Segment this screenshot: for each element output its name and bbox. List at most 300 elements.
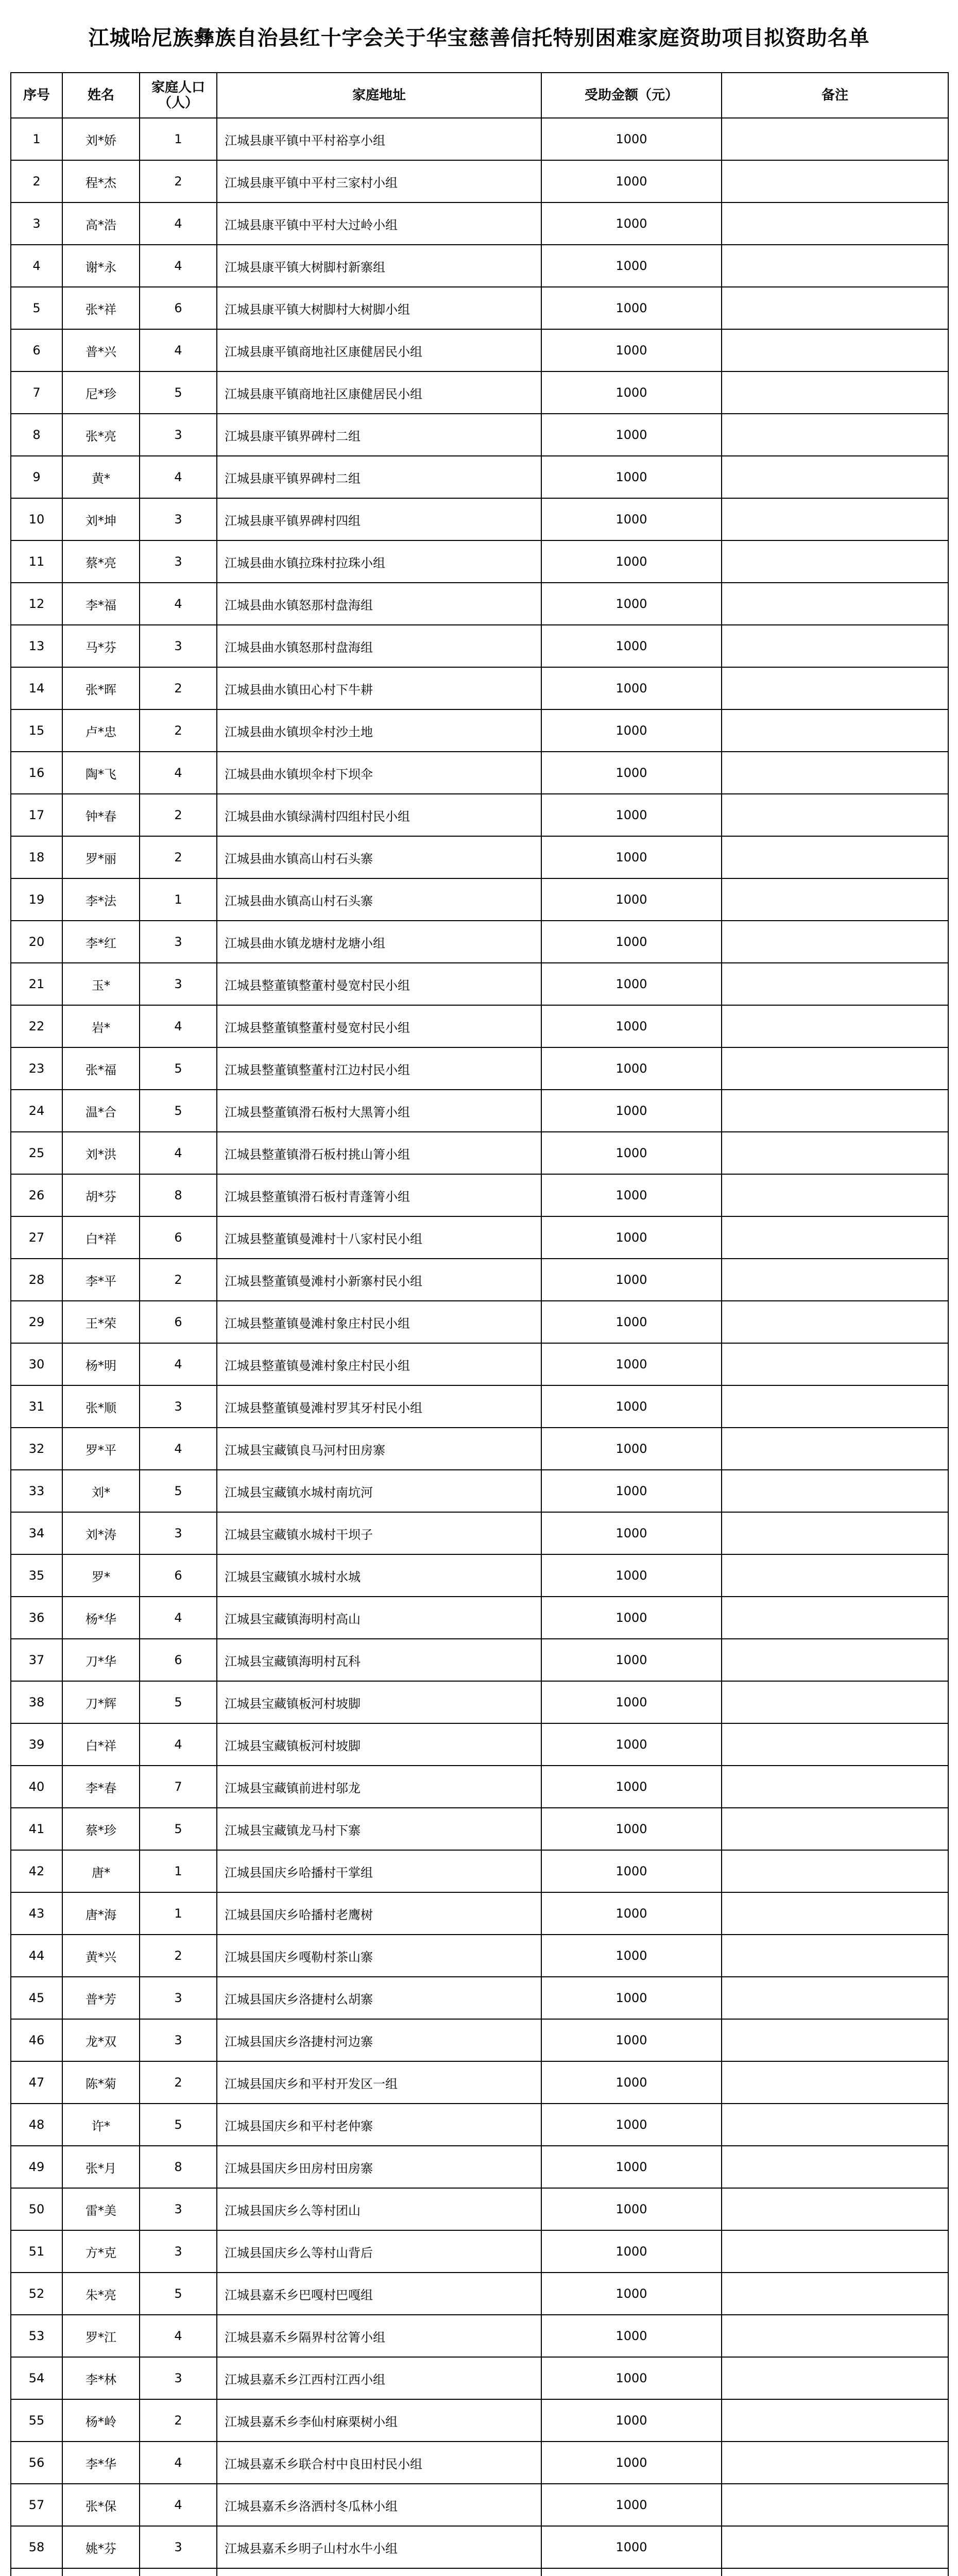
cell-remark bbox=[722, 1174, 948, 1216]
cell-index: 34 bbox=[11, 1512, 62, 1554]
cell-address: 江城县宝藏镇水城村干坝子 bbox=[217, 1512, 541, 1554]
cell-amount: 1000 bbox=[541, 1047, 722, 1090]
cell-name: 龙*双 bbox=[62, 2019, 140, 2061]
cell-index: 58 bbox=[11, 2526, 62, 2568]
cell-index: 37 bbox=[11, 1639, 62, 1681]
cell-index: 43 bbox=[11, 1892, 62, 1935]
cell-family-size: 5 bbox=[140, 2104, 217, 2146]
table-row bbox=[11, 245, 948, 287]
cell-name: 刘* bbox=[62, 1470, 140, 1512]
cell-name: 白*祥 bbox=[62, 1216, 140, 1259]
cell-index: 38 bbox=[11, 1681, 62, 1723]
header-amount: 受助金额（元） bbox=[541, 73, 722, 118]
cell-remark bbox=[722, 1639, 948, 1681]
cell-address: 江城县整董镇曼滩村十八家村民小组 bbox=[217, 1216, 541, 1259]
cell-index: 47 bbox=[11, 2061, 62, 2104]
cell-address: 江城县康平镇界碑村二组 bbox=[217, 414, 541, 456]
cell-name: 雷*美 bbox=[62, 2188, 140, 2230]
table-body bbox=[11, 118, 948, 2576]
cell-family-size: 8 bbox=[140, 2146, 217, 2188]
table-row bbox=[11, 1428, 948, 1470]
cell-address: 江城县康平镇中平村三家村小组 bbox=[217, 160, 541, 202]
cell-index: 23 bbox=[11, 1047, 62, 1090]
cell-remark bbox=[722, 2230, 948, 2273]
table-row bbox=[11, 921, 948, 963]
cell-remark bbox=[722, 1935, 948, 1977]
table-row bbox=[11, 752, 948, 794]
cell-amount: 1000 bbox=[541, 963, 722, 1005]
cell-family-size: 7 bbox=[140, 1766, 217, 1808]
cell-index: 48 bbox=[11, 2104, 62, 2146]
cell-amount: 1000 bbox=[541, 498, 722, 540]
cell-remark bbox=[722, 1977, 948, 2019]
cell-index: 21 bbox=[11, 963, 62, 1005]
cell-address: 江城县康平镇中平村大过岭小组 bbox=[217, 202, 541, 245]
table-row bbox=[11, 456, 948, 498]
cell-address: 江城县曲水镇拉珠村拉珠小组 bbox=[217, 540, 541, 583]
cell-address: 江城县整董镇曼滩村罗其牙村民小组 bbox=[217, 1385, 541, 1428]
cell-remark bbox=[722, 2188, 948, 2230]
cell-amount: 1000 bbox=[541, 1090, 722, 1132]
cell-remark bbox=[722, 1850, 948, 1892]
cell-address: 江城县国庆乡哈播村干掌组 bbox=[217, 1850, 541, 1892]
table-row bbox=[11, 2315, 948, 2357]
table-row bbox=[11, 709, 948, 752]
cell-name: 罗*江 bbox=[62, 2315, 140, 2357]
beneficiary-table bbox=[10, 72, 949, 2576]
cell-address: 江城县曲水镇怒那村盘海组 bbox=[217, 625, 541, 667]
cell-amount: 1000 bbox=[541, 1174, 722, 1216]
cell-family-size: 3 bbox=[140, 1385, 217, 1428]
cell-amount: 1000 bbox=[541, 1385, 722, 1428]
table-row bbox=[11, 878, 948, 921]
cell-name: 刘*坤 bbox=[62, 498, 140, 540]
cell-index: 56 bbox=[11, 2442, 62, 2484]
cell-amount: 1000 bbox=[541, 2230, 722, 2273]
cell-family-size: 2 bbox=[140, 794, 217, 836]
cell-family-size: 6 bbox=[140, 287, 217, 329]
cell-address: 江城县整董镇曼滩村象庄村民小组 bbox=[217, 1301, 541, 1343]
cell-name: 朱*亮 bbox=[62, 2273, 140, 2315]
cell-family-size: 3 bbox=[140, 963, 217, 1005]
table-row bbox=[11, 498, 948, 540]
cell-remark bbox=[722, 878, 948, 921]
cell-remark bbox=[722, 2484, 948, 2526]
cell-name: 谢*永 bbox=[62, 245, 140, 287]
cell-remark bbox=[722, 709, 948, 752]
table-row bbox=[11, 329, 948, 371]
cell-family-size: 3 bbox=[140, 1977, 217, 2019]
cell-remark bbox=[722, 329, 948, 371]
cell-index: 18 bbox=[11, 836, 62, 878]
cell-remark bbox=[722, 1132, 948, 1174]
cell-index: 20 bbox=[11, 921, 62, 963]
cell-name: 蔡*珍 bbox=[62, 1808, 140, 1850]
cell-address: 江城县国庆乡田房村田房寨 bbox=[217, 2146, 541, 2188]
cell-address: 江城县整董镇曼滩村象庄村民小组 bbox=[217, 1343, 541, 1385]
cell-family-size: 1 bbox=[140, 1892, 217, 1935]
cell-address: 江城县曲水镇怒那村盘海组 bbox=[217, 583, 541, 625]
cell-address: 江城县曲水镇坝伞村沙土地 bbox=[217, 709, 541, 752]
cell-index: 42 bbox=[11, 1850, 62, 1892]
cell-family-size: 4 bbox=[140, 1132, 217, 1174]
cell-name: 刘*洪 bbox=[62, 1132, 140, 1174]
cell-amount: 1000 bbox=[541, 1470, 722, 1512]
cell-amount: 1000 bbox=[541, 2273, 722, 2315]
cell-address: 江城县康平镇大树脚村新寨组 bbox=[217, 245, 541, 287]
table-row bbox=[11, 1766, 948, 1808]
cell-remark bbox=[722, 414, 948, 456]
cell-name: 马*芬 bbox=[62, 625, 140, 667]
cell-family-size: 2 bbox=[140, 2399, 217, 2442]
cell-name: 白*祥 bbox=[62, 1723, 140, 1766]
cell-remark bbox=[722, 2442, 948, 2484]
table-row bbox=[11, 1301, 948, 1343]
cell-amount: 1000 bbox=[541, 371, 722, 414]
cell-amount: 1000 bbox=[541, 1428, 722, 1470]
table-row bbox=[11, 2104, 948, 2146]
cell-index: 28 bbox=[11, 1259, 62, 1301]
cell-family-size: 5 bbox=[140, 2273, 217, 2315]
cell-name: 陶*飞 bbox=[62, 752, 140, 794]
cell-amount: 1000 bbox=[541, 1132, 722, 1174]
header-name: 姓名 bbox=[62, 73, 140, 118]
cell-name: 刘*娇 bbox=[62, 118, 140, 160]
cell-name: 陈*菊 bbox=[62, 2061, 140, 2104]
cell-remark bbox=[722, 1385, 948, 1428]
cell-family-size bbox=[140, 2568, 217, 2576]
table-row bbox=[11, 667, 948, 709]
cell-amount: 1000 bbox=[541, 2399, 722, 2442]
cell-index: 36 bbox=[11, 1597, 62, 1639]
cell-remark bbox=[722, 963, 948, 1005]
cell-family-size: 2 bbox=[140, 1259, 217, 1301]
cell-remark bbox=[722, 160, 948, 202]
cell-remark bbox=[722, 456, 948, 498]
cell-amount: 1000 bbox=[541, 1639, 722, 1681]
cell-family-size: 4 bbox=[140, 245, 217, 287]
cell-amount: 1000 bbox=[541, 414, 722, 456]
cell-name: 李*福 bbox=[62, 583, 140, 625]
cell-amount: 1000 bbox=[541, 2484, 722, 2526]
cell-remark bbox=[722, 1047, 948, 1090]
cell-name: 王*荣 bbox=[62, 1301, 140, 1343]
cell-name: 岩* bbox=[62, 1005, 140, 1047]
cell-amount: 1000 bbox=[541, 2442, 722, 2484]
cell-remark bbox=[722, 2019, 948, 2061]
cell-amount: 1000 bbox=[541, 709, 722, 752]
table-row bbox=[11, 1512, 948, 1554]
cell-amount: 1000 bbox=[541, 1005, 722, 1047]
cell-family-size: 5 bbox=[140, 1047, 217, 1090]
cell-name: 刘*涛 bbox=[62, 1512, 140, 1554]
cell-name: 黄* bbox=[62, 456, 140, 498]
cell-address: 江城县嘉禾乡明子山村水牛小组 bbox=[217, 2526, 541, 2568]
cell-family-size: 4 bbox=[140, 1343, 217, 1385]
header-address: 家庭地址 bbox=[217, 73, 541, 118]
cell-remark bbox=[722, 1766, 948, 1808]
cell-index: 45 bbox=[11, 1977, 62, 2019]
table-row bbox=[11, 202, 948, 245]
cell-amount: 1000 bbox=[541, 625, 722, 667]
cell-remark bbox=[722, 2104, 948, 2146]
cell-address: 江城县嘉禾乡巴嘎村巴嘎组 bbox=[217, 2273, 541, 2315]
cell-amount: 1000 bbox=[541, 1554, 722, 1597]
cell-family-size: 6 bbox=[140, 1554, 217, 1597]
cell-amount: 1000 bbox=[541, 583, 722, 625]
cell-name: 普*芳 bbox=[62, 1977, 140, 2019]
cell-amount: 1000 bbox=[541, 2357, 722, 2399]
cell-index: 2 bbox=[11, 160, 62, 202]
cell-name: 李*平 bbox=[62, 1259, 140, 1301]
cell-index: 7 bbox=[11, 371, 62, 414]
cell-remark bbox=[722, 2273, 948, 2315]
cell-amount: 1000 bbox=[541, 752, 722, 794]
table-row bbox=[11, 836, 948, 878]
cell-name: 温*合 bbox=[62, 1090, 140, 1132]
cell-amount: 1000 bbox=[541, 1892, 722, 1935]
cell-name: 钟*春 bbox=[62, 794, 140, 836]
cell-address: 江城县宝藏镇水城村南坑河 bbox=[217, 1470, 541, 1512]
cell-family-size: 8 bbox=[140, 1174, 217, 1216]
cell-address: 江城县宝藏镇海明村高山 bbox=[217, 1597, 541, 1639]
cell-name: 李*法 bbox=[62, 878, 140, 921]
table-row bbox=[11, 2061, 948, 2104]
cell-name: 蔡*亮 bbox=[62, 540, 140, 583]
table-row bbox=[11, 1639, 948, 1681]
cell-index: 22 bbox=[11, 1005, 62, 1047]
cell-index: 13 bbox=[11, 625, 62, 667]
cell-name: 卢*忠 bbox=[62, 709, 140, 752]
cell-index: 17 bbox=[11, 794, 62, 836]
cell-name: 张*福 bbox=[62, 1047, 140, 1090]
table-row bbox=[11, 2188, 948, 2230]
cell-address: 江城县整董镇滑石板村青蓬箐小组 bbox=[217, 1174, 541, 1216]
cell-family-size: 3 bbox=[140, 498, 217, 540]
cell-name: 杨*华 bbox=[62, 1597, 140, 1639]
header-family-size: 家庭人口（人） bbox=[140, 73, 217, 118]
cell-index: 51 bbox=[11, 2230, 62, 2273]
cell-address: 江城县嘉禾乡洛洒村冬瓜林小组 bbox=[217, 2484, 541, 2526]
cell-family-size: 6 bbox=[140, 1301, 217, 1343]
header-remark: 备注 bbox=[722, 73, 948, 118]
cell-address: 江城县康平镇界碑村四组 bbox=[217, 498, 541, 540]
cell-family-size: 4 bbox=[140, 456, 217, 498]
cell-remark bbox=[722, 540, 948, 583]
cell-name: 刀*辉 bbox=[62, 1681, 140, 1723]
cell-name: 唐*海 bbox=[62, 1892, 140, 1935]
cell-name: 罗*丽 bbox=[62, 836, 140, 878]
cell-index: 9 bbox=[11, 456, 62, 498]
cell-index: 53 bbox=[11, 2315, 62, 2357]
cell-name: 尼*珍 bbox=[62, 371, 140, 414]
cell-remark bbox=[722, 1892, 948, 1935]
cell-index: 40 bbox=[11, 1766, 62, 1808]
cell-amount bbox=[541, 2568, 722, 2576]
cell-amount: 1000 bbox=[541, 202, 722, 245]
cell-amount: 1000 bbox=[541, 1216, 722, 1259]
table-row bbox=[11, 2146, 948, 2188]
cell-address: 江城县整董镇整董村曼宽村民小组 bbox=[217, 963, 541, 1005]
cell-family-size: 3 bbox=[140, 921, 217, 963]
cell-amount: 1000 bbox=[541, 1681, 722, 1723]
cell-address: 江城县宝藏镇板河村坡脚 bbox=[217, 1723, 541, 1766]
cell-index: 46 bbox=[11, 2019, 62, 2061]
table-row bbox=[11, 287, 948, 329]
cell-index: 25 bbox=[11, 1132, 62, 1174]
cell-remark bbox=[722, 1301, 948, 1343]
cell-name: 张*亮 bbox=[62, 414, 140, 456]
document-title: 江城哈尼族彝族自治县红十字会关于华宝慈善信托特别困难家庭资助项目拟资助名单 bbox=[88, 25, 870, 50]
cell-amount: 1000 bbox=[541, 1597, 722, 1639]
cell-index: 50 bbox=[11, 2188, 62, 2230]
cell-amount: 1000 bbox=[541, 2104, 722, 2146]
table-row bbox=[11, 2230, 948, 2273]
cell-family-size: 3 bbox=[140, 2526, 217, 2568]
cell-family-size: 2 bbox=[140, 1935, 217, 1977]
cell-name: 张*晖 bbox=[62, 667, 140, 709]
cell-address: 江城县整董镇整董村曼宽村民小组 bbox=[217, 1005, 541, 1047]
cell-index bbox=[11, 2568, 62, 2576]
cell-remark bbox=[722, 1681, 948, 1723]
cell-index: 44 bbox=[11, 1935, 62, 1977]
cell-index: 24 bbox=[11, 1090, 62, 1132]
cell-index: 15 bbox=[11, 709, 62, 752]
cell-remark bbox=[722, 794, 948, 836]
cell-address: 江城县康平镇商地社区康健居民小组 bbox=[217, 329, 541, 371]
cell-index: 16 bbox=[11, 752, 62, 794]
table-row bbox=[11, 2442, 948, 2484]
cell-remark bbox=[722, 583, 948, 625]
cell-family-size: 3 bbox=[140, 414, 217, 456]
cell-remark bbox=[722, 118, 948, 160]
cell-remark bbox=[722, 2526, 948, 2568]
cell-amount: 1000 bbox=[541, 1977, 722, 2019]
cell-remark bbox=[722, 2357, 948, 2399]
cell-address: 江城县嘉禾乡江西村江西小组 bbox=[217, 2357, 541, 2399]
cell-amount: 1000 bbox=[541, 1259, 722, 1301]
cell-address: 江城县嘉禾乡联合村中良田村民小组 bbox=[217, 2442, 541, 2484]
cell-remark bbox=[722, 1428, 948, 1470]
cell-remark bbox=[722, 202, 948, 245]
cell-amount: 1000 bbox=[541, 2061, 722, 2104]
cell-address: 江城县宝藏镇水城村水城 bbox=[217, 1554, 541, 1597]
table-row bbox=[11, 1977, 948, 2019]
cell-address: 江城县曲水镇高山村石头寨 bbox=[217, 878, 541, 921]
cell-name: 玉* bbox=[62, 963, 140, 1005]
cell-address: 江城县康平镇大树脚村大树脚小组 bbox=[217, 287, 541, 329]
cell-amount: 1000 bbox=[541, 540, 722, 583]
cell-address: 江城县国庆乡洛捷村河边寨 bbox=[217, 2019, 541, 2061]
cell-remark bbox=[722, 1512, 948, 1554]
table-row bbox=[11, 1343, 948, 1385]
cell-amount: 1000 bbox=[541, 329, 722, 371]
cell-address: 江城县整董镇曼滩村小新寨村民小组 bbox=[217, 1259, 541, 1301]
cell-family-size: 5 bbox=[140, 1090, 217, 1132]
cell-amount: 1000 bbox=[541, 1766, 722, 1808]
cell-address: 江城县宝藏镇板河村坡脚 bbox=[217, 1681, 541, 1723]
cell-remark bbox=[722, 2061, 948, 2104]
cell-name: 许* bbox=[62, 2104, 140, 2146]
cell-family-size: 2 bbox=[140, 836, 217, 878]
cell-amount: 1000 bbox=[541, 2526, 722, 2568]
cell-amount: 1000 bbox=[541, 1512, 722, 1554]
table-row bbox=[11, 371, 948, 414]
table-row bbox=[11, 2399, 948, 2442]
cell-family-size: 3 bbox=[140, 1512, 217, 1554]
table-row bbox=[11, 1470, 948, 1512]
cell-family-size: 4 bbox=[140, 1723, 217, 1766]
cell-amount: 1000 bbox=[541, 245, 722, 287]
cell-amount: 1000 bbox=[541, 1343, 722, 1385]
cell-family-size: 4 bbox=[140, 2484, 217, 2526]
cell-remark bbox=[722, 752, 948, 794]
table-row bbox=[11, 160, 948, 202]
table-row bbox=[11, 1005, 948, 1047]
cell-remark bbox=[722, 1090, 948, 1132]
cell-family-size: 3 bbox=[140, 2188, 217, 2230]
table-row bbox=[11, 963, 948, 1005]
table-row bbox=[11, 2484, 948, 2526]
cell-remark bbox=[722, 371, 948, 414]
cell-address bbox=[217, 2568, 541, 2576]
cell-address: 江城县国庆乡和平村开发区一组 bbox=[217, 2061, 541, 2104]
cell-remark bbox=[722, 1554, 948, 1597]
cell-family-size: 6 bbox=[140, 1216, 217, 1259]
table-row bbox=[11, 1723, 948, 1766]
table-row bbox=[11, 2568, 948, 2576]
cell-amount: 1000 bbox=[541, 1723, 722, 1766]
cell-address: 江城县国庆乡哈播村老鹰树 bbox=[217, 1892, 541, 1935]
cell-remark bbox=[722, 1005, 948, 1047]
cell-amount: 1000 bbox=[541, 118, 722, 160]
cell-address: 江城县曲水镇龙塘村龙塘小组 bbox=[217, 921, 541, 963]
cell-address: 江城县嘉禾乡李仙村麻栗树小组 bbox=[217, 2399, 541, 2442]
cell-remark bbox=[722, 1259, 948, 1301]
cell-family-size: 3 bbox=[140, 540, 217, 583]
cell-index: 57 bbox=[11, 2484, 62, 2526]
cell-name: 罗* bbox=[62, 1554, 140, 1597]
table-row bbox=[11, 1808, 948, 1850]
cell-name: 罗*平 bbox=[62, 1428, 140, 1470]
table-row bbox=[11, 1216, 948, 1259]
cell-amount: 1000 bbox=[541, 667, 722, 709]
table-row bbox=[11, 1597, 948, 1639]
cell-remark bbox=[722, 1343, 948, 1385]
cell-address: 江城县康平镇中平村裕享小组 bbox=[217, 118, 541, 160]
cell-remark bbox=[722, 287, 948, 329]
cell-amount: 1000 bbox=[541, 1935, 722, 1977]
cell-amount: 1000 bbox=[541, 1850, 722, 1892]
cell-address: 江城县嘉禾乡隔界村岔箐小组 bbox=[217, 2315, 541, 2357]
cell-index: 29 bbox=[11, 1301, 62, 1343]
cell-name: 唐* bbox=[62, 1850, 140, 1892]
cell-name: 李*华 bbox=[62, 2442, 140, 2484]
table-row bbox=[11, 2357, 948, 2399]
cell-index: 12 bbox=[11, 583, 62, 625]
cell-amount: 1000 bbox=[541, 921, 722, 963]
cell-index: 3 bbox=[11, 202, 62, 245]
cell-family-size: 5 bbox=[140, 1470, 217, 1512]
cell-amount: 1000 bbox=[541, 2315, 722, 2357]
cell-address: 江城县曲水镇田心村下牛耕 bbox=[217, 667, 541, 709]
table-row bbox=[11, 2019, 948, 2061]
cell-index: 54 bbox=[11, 2357, 62, 2399]
table-row bbox=[11, 118, 948, 160]
cell-address: 江城县宝藏镇海明村瓦科 bbox=[217, 1639, 541, 1681]
cell-index: 39 bbox=[11, 1723, 62, 1766]
cell-index: 19 bbox=[11, 878, 62, 921]
